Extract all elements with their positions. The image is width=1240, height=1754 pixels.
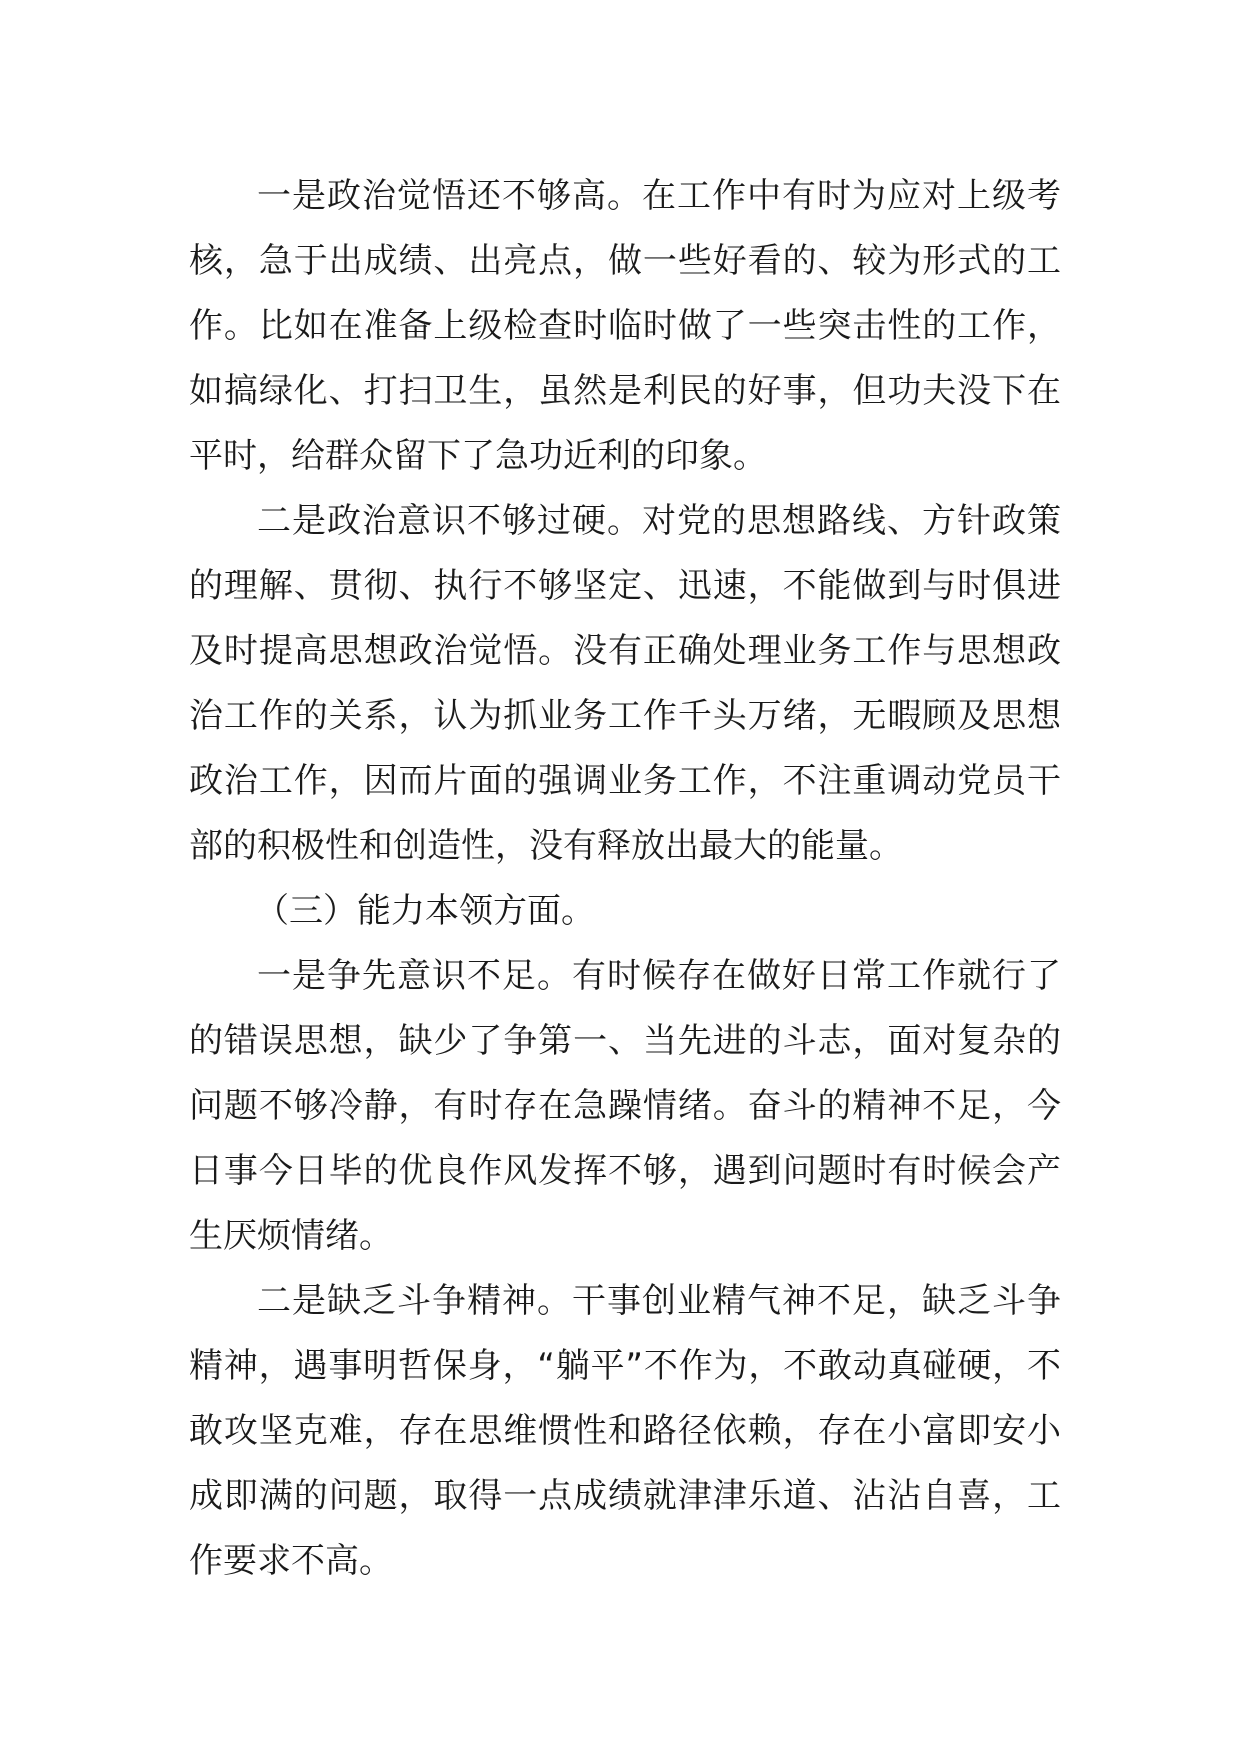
paragraph-fighting-spirit: 二是缺乏斗争精神。干事创业精气神不足，缺乏斗争精神，遇事明哲保身，“躺平”不作为，不敢动真碰硬，不敢攻坚克难，存在思维惯性和路径依赖，存在小富即安小成即满的问题，取得一点成绩就津津乐道、沾沾自喜，工作要求不高。 (189, 1281, 1061, 1581)
paragraph-competitive-awareness: 一是争先意识不足。有时候存在做好日常工作就行了的错误思想，缺少了争第一、当先进的斗志，面对复杂的问题不够冷静，有时存在急躁情绪。奋斗的精神不足，今日事今日毕的优良作风发挥不够，遇到问题时有时候会产生厌烦情绪。 (189, 956, 1061, 1256)
paragraph-political-consciousness: 二是政治意识不够过硬。对党的思想路线、方针政策的理解、贯彻、执行不够坚定、迅速，不能做到与时俱进及时提高思想政治觉悟。没有正确处理业务工作与思想政治工作的关系，认为抓业务工作千头万绪，无暇顾及思想政治工作，因而片面的强调业务工作，不注重调动党员干部的积极性和创造性，没有释放出最大的能量。 (189, 501, 1061, 866)
section-heading-ability: （三）能力本领方面。 (255, 891, 595, 931)
paragraph-political-awareness: 一是政治觉悟还不够高。在工作中有时为应对上级考核，急于出成绩、出亮点，做一些好看的、较为形式的工作。比如在准备上级检查时临时做了一些突击性的工作，如搞绿化、打扫卫生，虽然是利民的好事，但功夫没下在平时，给群众留下了急功近利的印象。 (189, 176, 1061, 476)
document-body (189, 164, 1061, 1594)
